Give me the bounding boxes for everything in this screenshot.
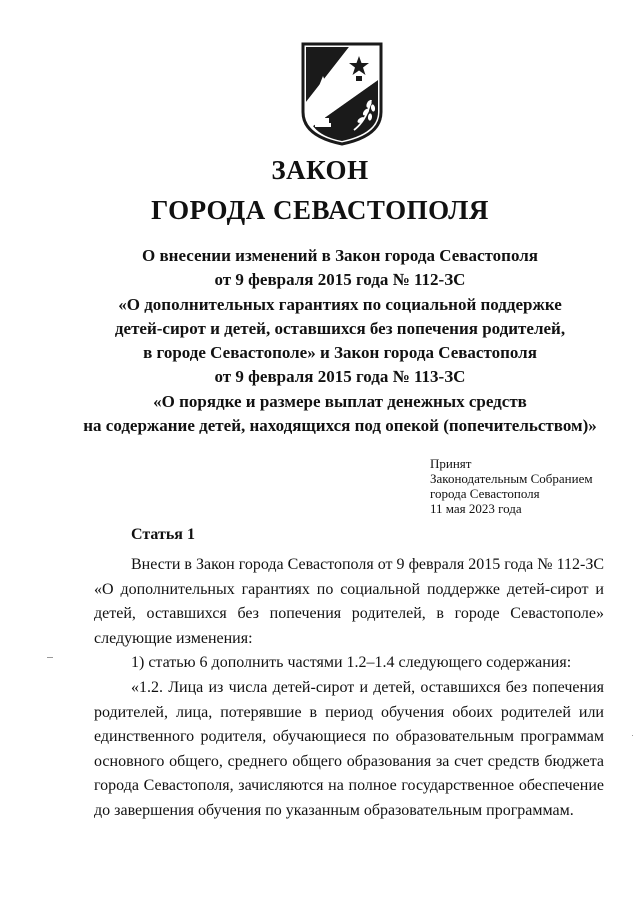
- adoption-date: 11 мая 2023 года: [430, 501, 522, 516]
- adoption-line: города Севастополя: [430, 486, 540, 501]
- document-title: ЗАКОН: [271, 155, 369, 185]
- subtitle-line: «О порядке и размере выплат денежных средств: [153, 391, 527, 411]
- adoption-note: [430, 456, 630, 516]
- adoption-line: Принят: [430, 456, 472, 471]
- subtitle-line: на содержание детей, находящихся под опекой (попечительством)»: [83, 416, 597, 436]
- subtitle-line: от 9 февраля 2015 года № 112-ЗС: [214, 270, 466, 290]
- article-heading: Статья 1: [131, 526, 195, 543]
- article-paragraph: Внести в Закон города Севастополя от 9 февраля 2015 года № 112-ЗС «О дополнительных гарантиях по социальной поддержке детей-сирот и детей, оставшихся без попечения родителей, в городе Севастополе» следующие изменения:: [94, 556, 604, 647]
- law-subtitle: [60, 244, 620, 438]
- subtitle-line: О внесении изменений в Закон города Севастополя: [142, 246, 538, 265]
- document-title-city: ГОРОДА СЕВАСТОПОЛЯ: [151, 195, 489, 225]
- article-body: [94, 553, 604, 824]
- subtitle-line: от 9 февраля 2015 года № 113-ЗС: [214, 367, 466, 387]
- subtitle-line: «О дополнительных гарантиях по социальной поддержке: [118, 294, 562, 314]
- article-paragraph: «1.2. Лица из числа детей-сирот и детей, оставшихся без попечения родителей, лица, потерявшие в период обучения обоих родителей или единственного родителя, обучающиеся по образовательным программам основного общего, среднего общего образования за счет средств бюджета города Севастополя, зачисляются на полное государственное обеспечение до завершения обучения по указанным образовательным программам.: [94, 678, 604, 819]
- scan-artifact: [47, 657, 53, 658]
- article-paragraph: 1) статью 6 дополнить частями 1.2–1.4 следующего содержания:: [131, 654, 572, 672]
- coat-of-arms-icon: [299, 42, 385, 146]
- scan-artifact: [632, 735, 633, 736]
- subtitle-line: детей-сирот и детей, оставшихся без попечения родителей,: [114, 318, 566, 338]
- subtitle-line: в городе Севастополе» и Закон города Севастополя: [143, 343, 537, 363]
- adoption-line: Законодательным Собранием: [430, 471, 593, 486]
